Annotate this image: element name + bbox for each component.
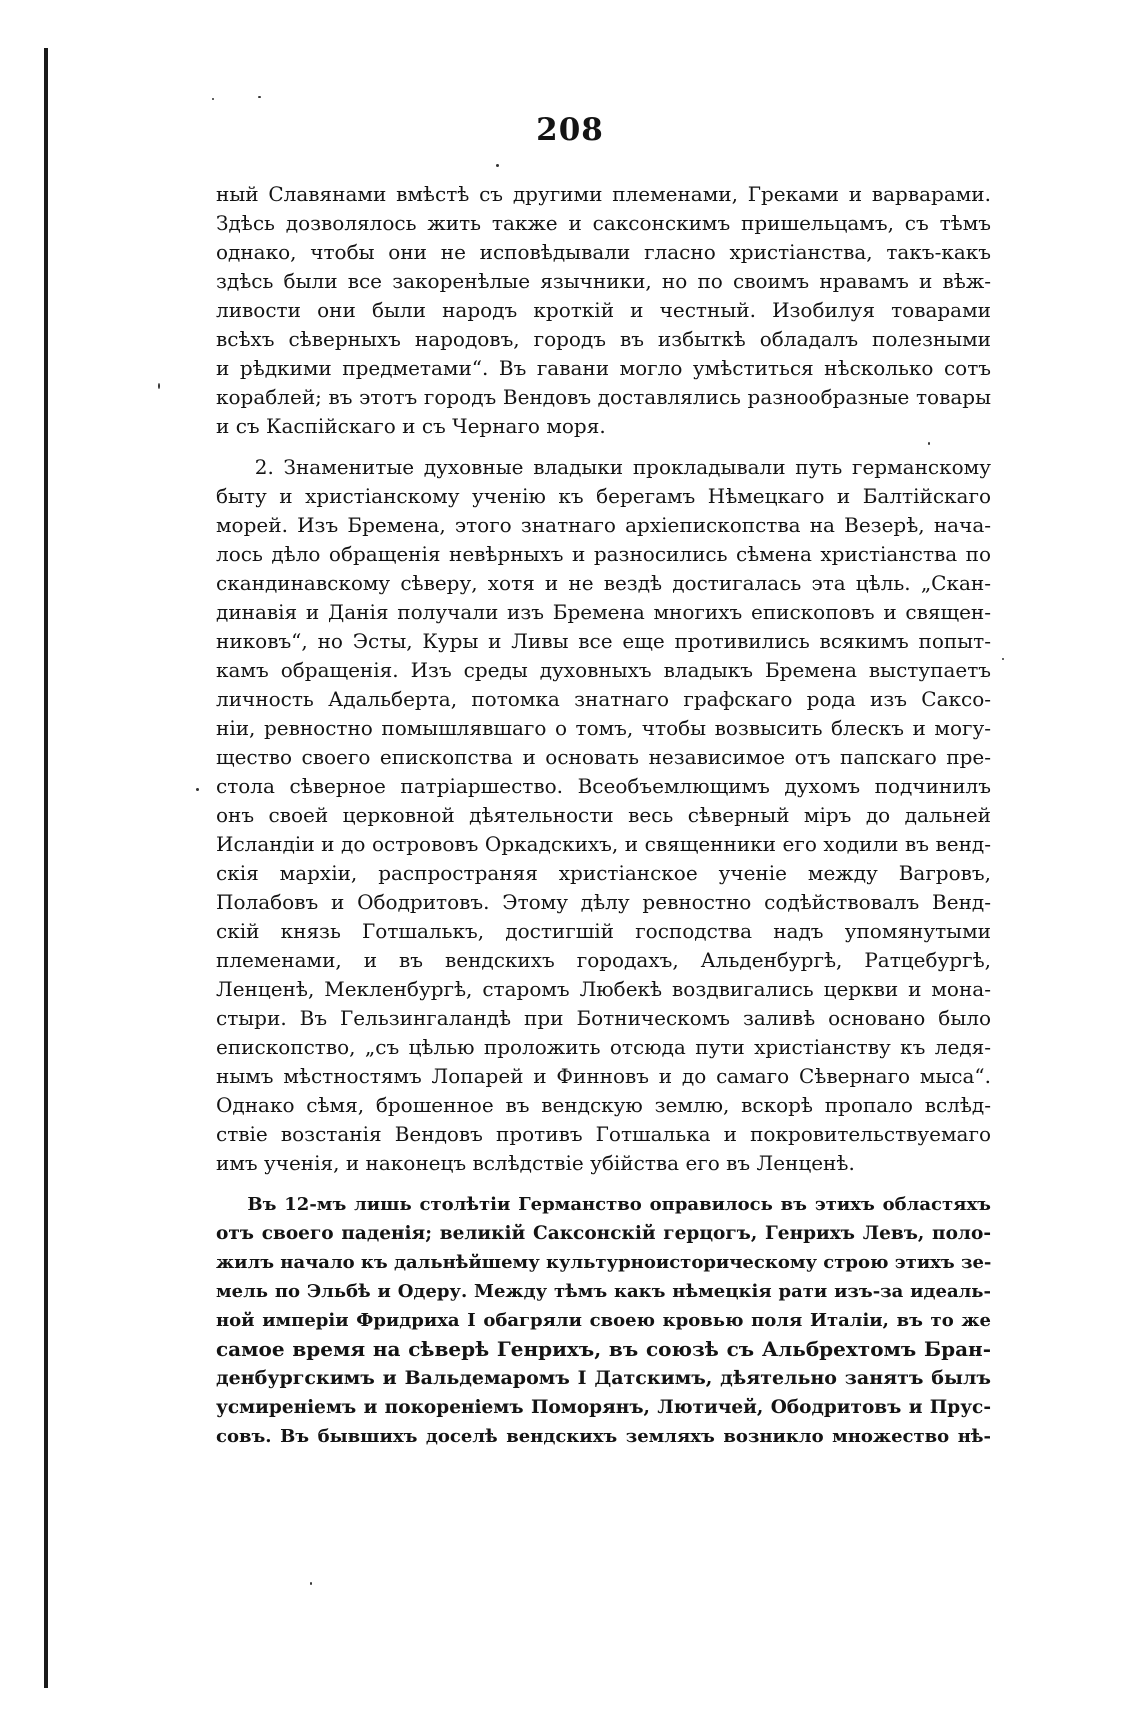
text-line: епископство, „съ цѣлью проложить отсюда пути христіанству къ ледя- [216, 1035, 991, 1059]
scan-speck [1002, 658, 1004, 660]
text-line: здѣсь были все закоренѣлые язычники, но по своимъ нравамъ и вѣж- [216, 269, 991, 293]
text-line: денбургскимъ и Вальдемаромъ I Датскимъ, дѣятельно занятъ былъ [216, 1367, 991, 1389]
text-line: Однако сѣмя, брошенное въ вендскую землю, вскорѣ пропало вслѣд- [216, 1093, 991, 1117]
text-line: мель по Эльбѣ и Одеру. Между тѣмъ какъ нѣмецкія рати изъ-за идеаль- [216, 1281, 991, 1302]
text-line: никовъ“, но Эсты, Куры и Ливы все еще противились всякимъ попыт- [216, 629, 991, 653]
text-line: быту и христіанскому ученію къ берегамъ Нѣмецкаго и Балтійскаго [216, 484, 991, 508]
text-line: Въ 12-мъ лишь столѣтіи Германство оправилось въ этихъ областяхъ [216, 1194, 991, 1215]
text-line: жилъ начало къ дальнѣйшему культурноисторическому строю этихъ зе- [216, 1252, 991, 1273]
text-line: стола сѣверное патріаршество. Всеобъемлющимъ духомъ подчинилъ [216, 774, 991, 798]
text-line: онъ своей церковной дѣятельности весь сѣверный міръ до дальней [216, 803, 991, 827]
text-line: отъ своего паденія; великій Саксонскій герцогъ, Генрихъ Левъ, поло- [216, 1223, 991, 1244]
text-line: кораблей; въ этотъ городъ Вендовъ доставлялись разнообразные товары [216, 385, 991, 409]
scan-speck [258, 96, 261, 98]
scan-speck [928, 442, 930, 445]
text-line: всѣхъ сѣверныхъ народовъ, городъ въ избыткѣ обладалъ полезными [216, 327, 991, 351]
text-line: скій князь Готшалькъ, достигшій господства надъ упомянутыми [216, 919, 991, 943]
text-body [216, 180, 991, 1451]
text-line: нымъ мѣстностямъ Лопарей и Финновъ и до самаго Сѣвернаго мыса“. [216, 1064, 991, 1088]
text-line: Исландіи и до острововъ Оркадскихъ, и священники его ходили въ венд- [216, 832, 991, 856]
scan-speck [196, 788, 199, 791]
scan-speck [212, 98, 214, 100]
scan-speck [310, 1582, 312, 1585]
paragraph-2 [216, 453, 991, 1178]
text-line: 2. Знаменитые духовные владыки прокладывали путь германскому [216, 455, 991, 479]
text-line: совъ. Въ бывшихъ доселѣ вендскихъ земляхъ возникло множество нѣ- [216, 1426, 991, 1447]
text-line: ливости они были народъ кроткій и честный. Изобилуя товарами [216, 298, 991, 322]
scan-speck [496, 164, 499, 167]
text-line: усмиреніемъ и покореніемъ Поморянъ, Лютичей, Ободритовъ и Прус- [216, 1397, 991, 1418]
left-margin-rule [44, 48, 48, 1688]
text-line: и рѣдкими предметами“. Въ гавани могло умѣститься нѣсколько сотъ [216, 356, 991, 380]
text-line: племенами, и въ вендскихъ городахъ, Альденбургѣ, Ратцебургѣ, [216, 948, 991, 972]
text-line: Полабовъ и Ободритовъ. Этому дѣлу ревностно содѣйствовалъ Венд- [216, 890, 991, 914]
text-line: Здѣсь дозволялось жить также и саксонскимъ пришельцамъ, съ тѣмъ [216, 211, 991, 235]
text-line: однако, чтобы они не исповѣдывали гласно христіанства, такъ-какъ [216, 240, 991, 264]
text-line: Ленценѣ, Мекленбургѣ, старомъ Любекѣ воздвигались церкви и мона- [216, 977, 991, 1001]
paragraph-1 [216, 180, 991, 441]
text-line: морей. Изъ Бремена, этого знатнаго архіепископства на Везерѣ, нача- [216, 513, 991, 537]
text-line: ствіе возстанія Вендовъ противъ Готшалька и покровительствуемаго [216, 1122, 991, 1146]
text-line: лось дѣло обращенія невѣрныхъ и разносились сѣмена христіанства по [216, 542, 991, 566]
text-line: самое время на сѣверѣ Генрихъ, въ союзѣ съ Альбрехтомъ Бран- [216, 1337, 991, 1361]
paragraph-3 [216, 1190, 991, 1451]
text-line: ной имперіи Фридриха I обагряли своею кровью поля Италіи, въ то же [216, 1310, 991, 1331]
text-line: ніи, ревностно помышлявшаго о томъ, чтобы возвысить блескъ и могу- [216, 716, 991, 740]
page-number: 208 [536, 112, 604, 148]
text-line: имъ ученія, и наконецъ вслѣдствіе убійства его въ Ленценѣ. [216, 1151, 855, 1175]
text-line: скандинавскому сѣверу, хотя и не вездѣ достигалась эта цѣль. „Скан- [216, 571, 991, 595]
scan-speck [158, 383, 160, 389]
text-line: стыри. Въ Гельзингаландѣ при Ботническомъ заливѣ основано было [216, 1006, 991, 1030]
text-line: камъ обращенія. Изъ среды духовныхъ владыкъ Бремена выступаетъ [216, 658, 991, 682]
text-line: скія мархіи, распространяя христіанское ученіе между Вагровъ, [216, 861, 991, 885]
text-line: ный Славянами вмѣстѣ съ другими племенами, Греками и варварами. [216, 182, 991, 206]
text-line: щество своего епископства и основать независимое отъ папскаго пре- [216, 745, 991, 769]
text-line: и съ Каспійскаго и съ Чернаго моря. [216, 414, 606, 438]
text-line: личность Адальберта, потомка знатнаго графскаго рода изъ Саксо- [216, 687, 991, 711]
text-line: динавія и Данія получали изъ Бремена многихъ епископовъ и священ- [216, 600, 991, 624]
